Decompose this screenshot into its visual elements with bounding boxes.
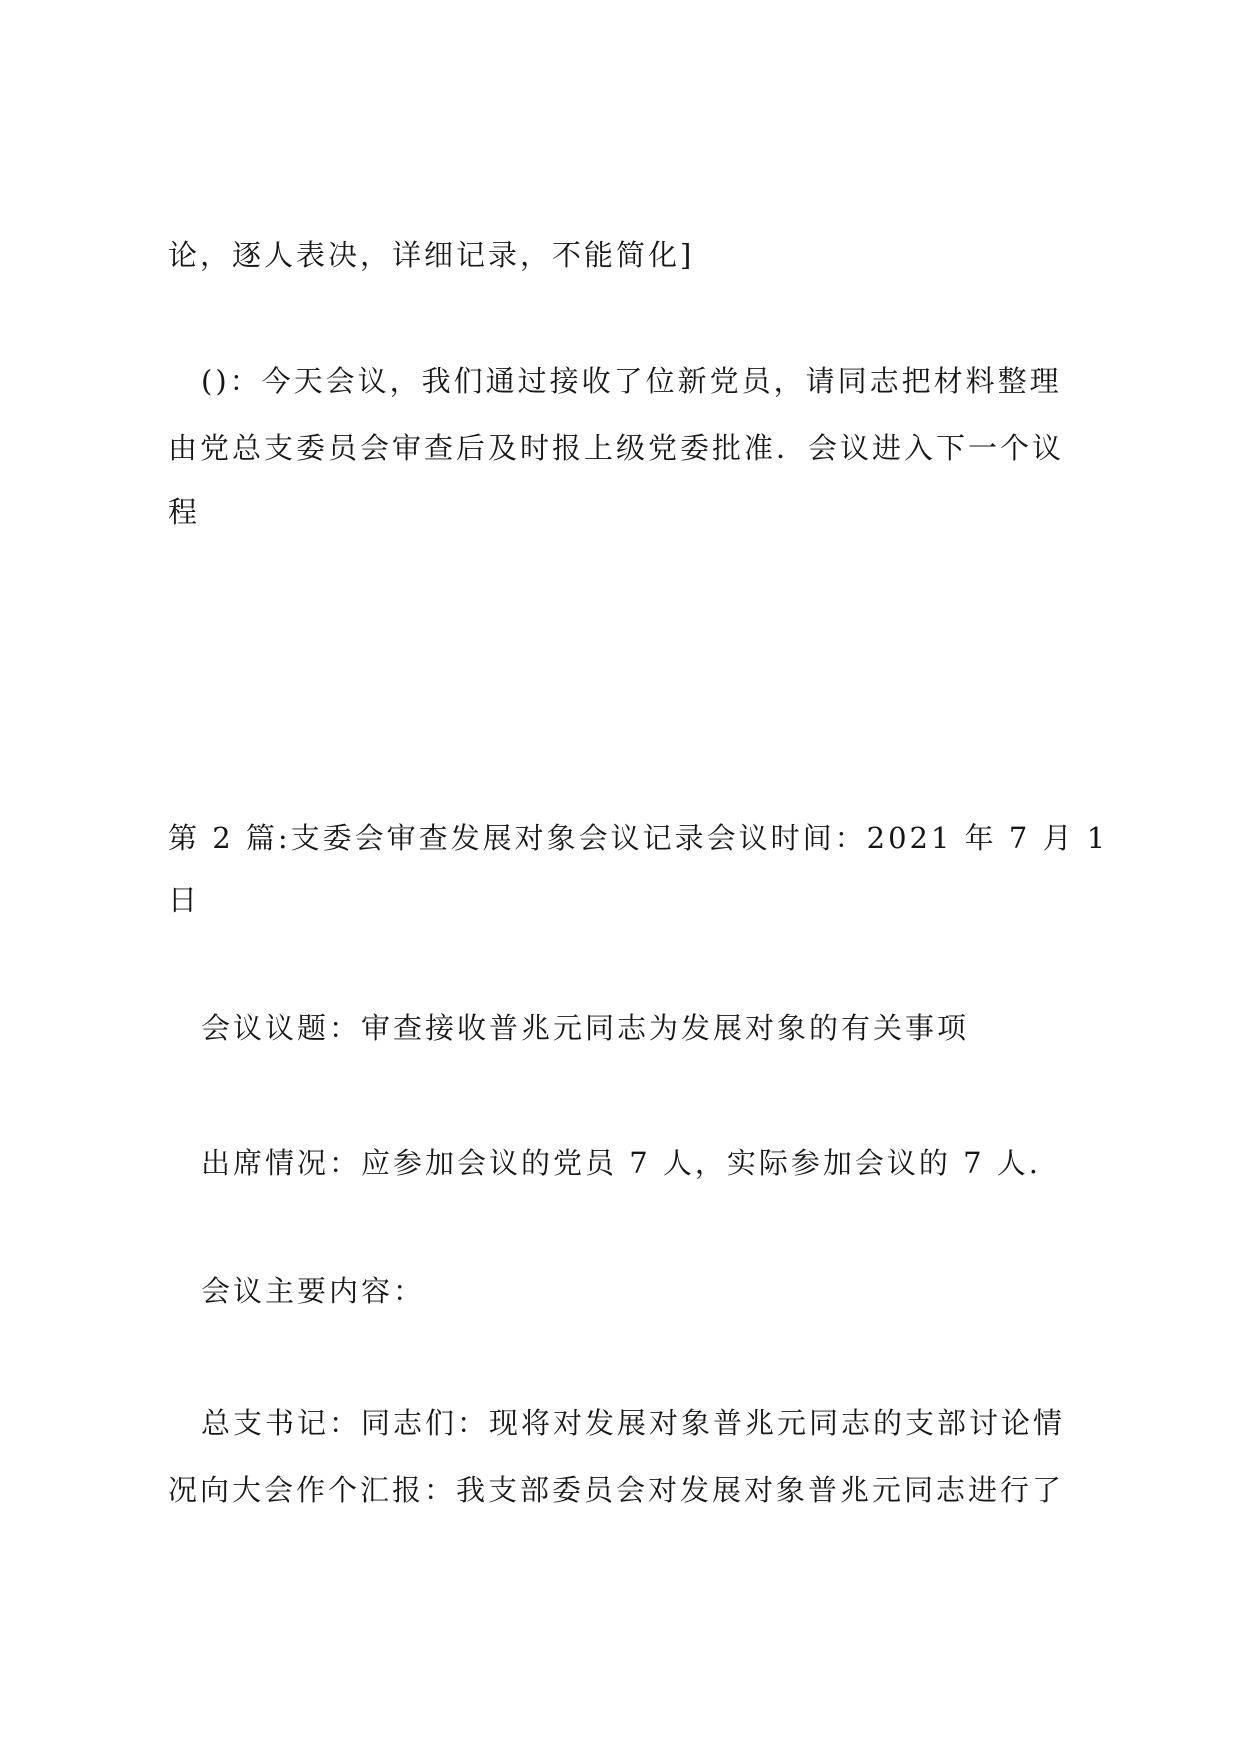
meeting-content-label: 会议主要内容：: [201, 1274, 426, 1308]
paragraph-text-line: 论，逐人表决，详细记录，不能简化]: [168, 238, 695, 272]
meeting-topic-line: 会议议题：审查接收普兆元同志为发展对象的有关事项: [201, 1011, 970, 1045]
paragraph-text-line: 程: [168, 495, 201, 529]
paragraph-text-line: 总支书记：同志们：现将对发展对象普兆元同志的支部讨论情: [201, 1406, 1066, 1440]
section-heading-line: 日: [168, 883, 201, 917]
paragraph-text-line: ()：今天会议，我们通过接收了位新党员，请同志把材料整理: [201, 364, 1062, 398]
attendance-line: 出席情况：应参加会议的党员 7 人，实际参加会议的 7 人.: [201, 1146, 1041, 1180]
paragraph-text-line: 由党总支委员会审查后及时报上级党委批准．会议进入下一个议: [168, 431, 1065, 465]
paragraph-text-line: 况向大会作个汇报：我支部委员会对发展对象普兆元同志进行了: [168, 1473, 1065, 1507]
section-heading-line: 第 2 篇:支委会审查发展对象会议记录会议时间：2021 年 7 月 1: [168, 821, 1109, 855]
